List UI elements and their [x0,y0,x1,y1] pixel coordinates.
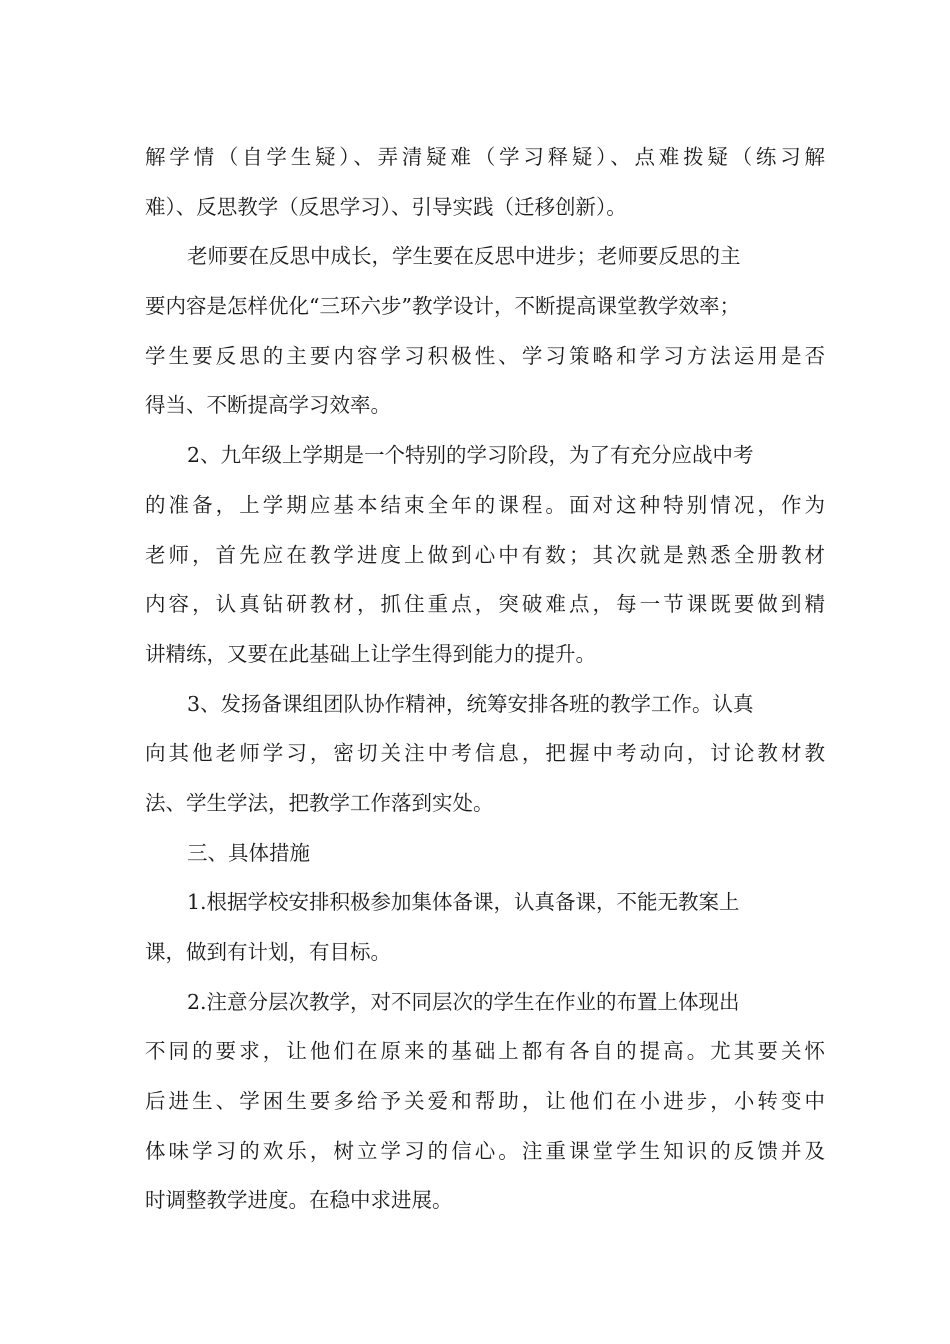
paragraph-start-line: 2.注意分层次教学，对不同层次的学生在作业的布置上体现出 [187,989,740,1014]
text-line: 后进生、学困生要多给予关爱和帮助，让他们在小进步，小转变中 [145,1089,825,1114]
text-line: 得当、不断提高学习效率。 [145,393,391,418]
text-line: 内容，认真钻研教材，抓住重点，突破难点，每一节课既要做到精 [145,592,825,617]
text-line: 要内容是怎样优化“三环六步”教学设计，不断提高课堂教学效率； [145,294,740,319]
paragraph-start-line: 3、发扬备课组团队协作精神，统筹安排各班的教学工作。认真 [187,691,754,716]
text-line: 不同的要求，让他们在原来的基础上都有各自的提高。尤其要关怀 [145,1039,825,1064]
text-line: 时调整教学进度。在稳中求进展。 [145,1188,453,1213]
text-line: 的准备，上学期应基本结束全年的课程。面对这种特别情况，作为 [145,492,825,517]
text-line: 老师，首先应在教学进度上做到心中有数；其次就是熟悉全册教材 [145,542,825,567]
text-line: 法、学生学法，把教学工作落到实处。 [145,790,494,815]
text-line: 讲精练，又要在此基础上让学生得到能力的提升。 [145,641,596,666]
document-body [145,133,825,1226]
text-line: 解学情（自学生疑）、弄清疑难（学习释疑）、点难拨疑（练习解 [145,145,825,169]
text-line: 学生要反思的主要内容学习积极性、学习策略和学习方法运用是否 [145,343,825,368]
paragraph-start-line: 1.根据学校安排积极参加集体备课，认真备课，不能无教案上 [187,890,740,915]
text-line: 难）、反思教学（反思学习）、引导实践（迁移创新）。 [145,194,627,219]
text-line: 课，做到有计划，有目标。 [145,940,391,964]
paragraph-start-line: 2、九年级上学期是一个特别的学习阶段，为了有充分应战中考 [187,443,754,468]
section-heading: 三、具体措施 [187,840,310,865]
text-line: 体味学习的欢乐，树立学习的信心。注重课堂学生知识的反馈并及 [145,1138,825,1163]
paragraph-start-line: 老师要在反思中成长，学生要在反思中进步；老师要反思的主 [187,244,741,269]
text-line: 向其他老师学习，密切关注中考信息，把握中考动向，讨论教材教 [145,741,825,766]
